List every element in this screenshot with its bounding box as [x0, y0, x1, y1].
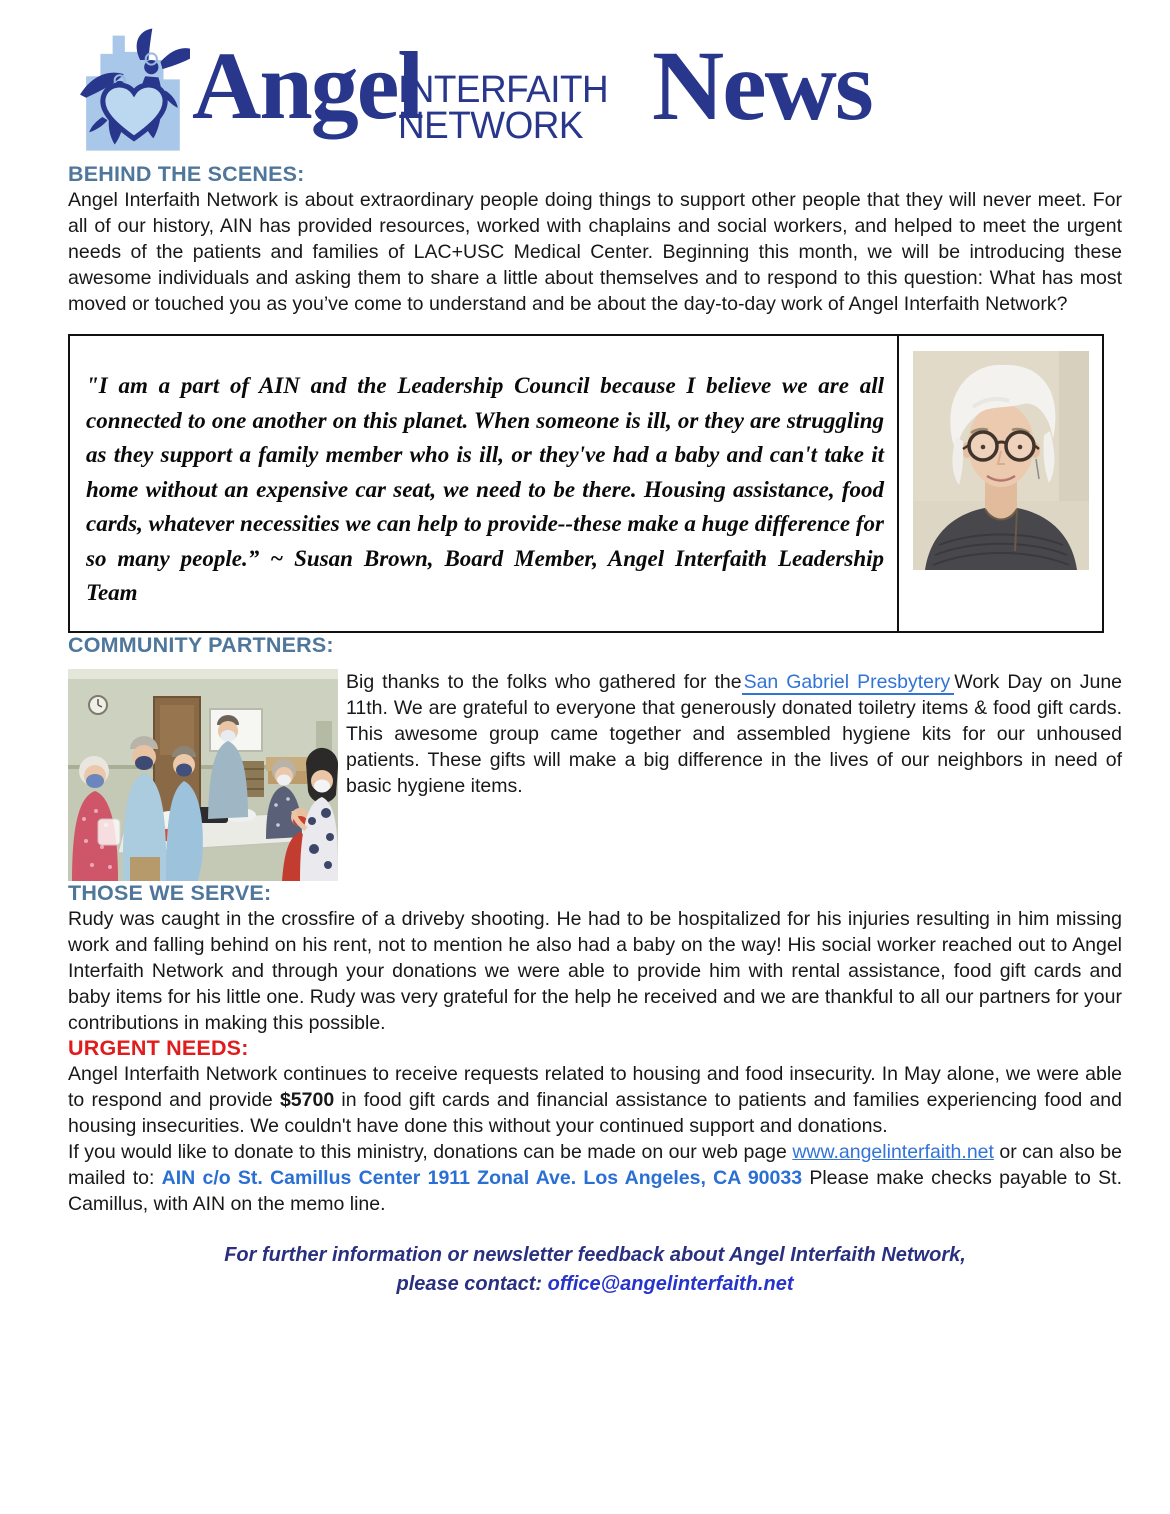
logo-wordmark-news: News — [652, 30, 872, 141]
footer-line2 — [68, 1270, 1122, 1299]
angelinterfaith-website-link[interactable]: www.angelinterfaith.net — [792, 1140, 994, 1163]
portrait-cell — [899, 336, 1102, 631]
logo-line-network: NETWORK — [398, 105, 583, 147]
cp-text-after: Work Day on June 11th. We are grateful to everyone that generously donated toiletry items & food gift cards. This awesome group came together and assembled hygiene kits for our unhoused patients. These gifts will make a big difference in the lives of our neighbors in need of basic hygiene items. — [346, 670, 1123, 797]
donate-text-mid: or can also be mailed to: — [68, 1140, 1122, 1189]
mailing-address: AIN c/o St. Camillus Center 1911 Zonal Ave. Los Angeles, CA 90033 — [161, 1166, 803, 1189]
community-partners-row — [68, 669, 1122, 881]
logo-wordmark-angel: Angel — [192, 32, 422, 139]
un-text-after: in food gift cards and financial assistance to patients and families experiencing food and housing insecurities. We couldn't have done this without your continued support and donations. — [68, 1088, 1122, 1137]
angel-network-logo-icon — [78, 22, 190, 152]
work-day-group-photo — [68, 669, 338, 881]
behind-the-scenes-paragraph: Angel Interfaith Network is about extraordinary people doing things to support other people that they will never meet. For all of our history, AIN has provided resources, worked with chaplains and social workers, and helped to meet the urgent needs of the patients and families of LAC+USC Medical Center. Beginning this month, we will be introducing these awesome individuals and asking them to share a little about themselves and to respond to this question: What has most moved or touched you as you’ve come to understand and be about the day-to-day work of Angel Interfaith Network? — [68, 189, 1122, 315]
donate-text-after: Please make checks payable to St. Camillus, with AIN on the memo line. — [68, 1166, 1122, 1215]
footer-line1: For further information or newsletter feedback about Angel Interfaith Network, — [224, 1243, 966, 1266]
those-we-serve-heading: THOSE WE SERVE: — [68, 880, 272, 905]
logo-line-interfaith: INTERFAITH — [398, 69, 609, 111]
donation-amount: $5700 — [279, 1088, 335, 1111]
behind-the-scenes-heading: BEHIND THE SCENES: — [68, 162, 305, 186]
susan-brown-portrait-photo — [913, 351, 1089, 570]
those-we-serve-paragraph: Rudy was caught in the crossfire of a driveby shooting. He had to be hospitalized for his injuries resulting in him missing work and falling behind on his rent, not to mention he also had a baby on the way! His social worker reached out to Angel Interfaith Network and through your donations we were able to provide him with rental assistance, food gift cards and baby items for his little one. Rudy was very grateful for the help he received and we are thankful to all our partners for your contributions in making this possible. — [68, 907, 1122, 1034]
footer-contact-prefix: please contact: — [396, 1272, 548, 1295]
office-email-link[interactable]: office@angelinterfaith.net — [547, 1272, 794, 1295]
un-text-before: Angel Interfaith Network continues to receive requests related to housing and food insecurity. In May alone, we were able to respond and provide — [68, 1062, 1122, 1111]
community-partners-paragraph — [346, 669, 1122, 799]
cp-text-before: Big thanks to the folks who gathered for the — [346, 670, 742, 693]
san-gabriel-presbytery-link[interactable]: San Gabriel Presbytery — [742, 671, 955, 695]
masthead — [0, 0, 1170, 162]
quote-cell — [70, 336, 899, 631]
logo-interfaith-network — [398, 69, 609, 147]
community-partners-heading: COMMUNITY PARTNERS: — [68, 632, 334, 657]
urgent-needs-heading: URGENT NEEDS: — [68, 1035, 249, 1060]
newsletter-footer — [68, 1241, 1122, 1299]
newsletter-body — [0, 162, 1170, 1299]
leader-quote-box — [68, 334, 1104, 633]
donate-text-before: If you would like to donate to this ministry, donations can be made on our web page — [68, 1140, 793, 1163]
urgent-needs-paragraph — [68, 1061, 1122, 1139]
donate-paragraph — [68, 1139, 1122, 1217]
susan-brown-quote: "I am a part of AIN and the Leadership Council because I believe we are all connected to one another on this planet. When someone is ill, or they are struggling as they support a family member who is ill, or they've had a baby and can't take it home without an expensive car seat, we need to be there. Housing assistance, food cards, whatever necessities we can help to provide--these make a huge difference for so many people.” ~ Susan Brown, Board Member, Angel Interfaith Leadership Team — [86, 373, 884, 605]
